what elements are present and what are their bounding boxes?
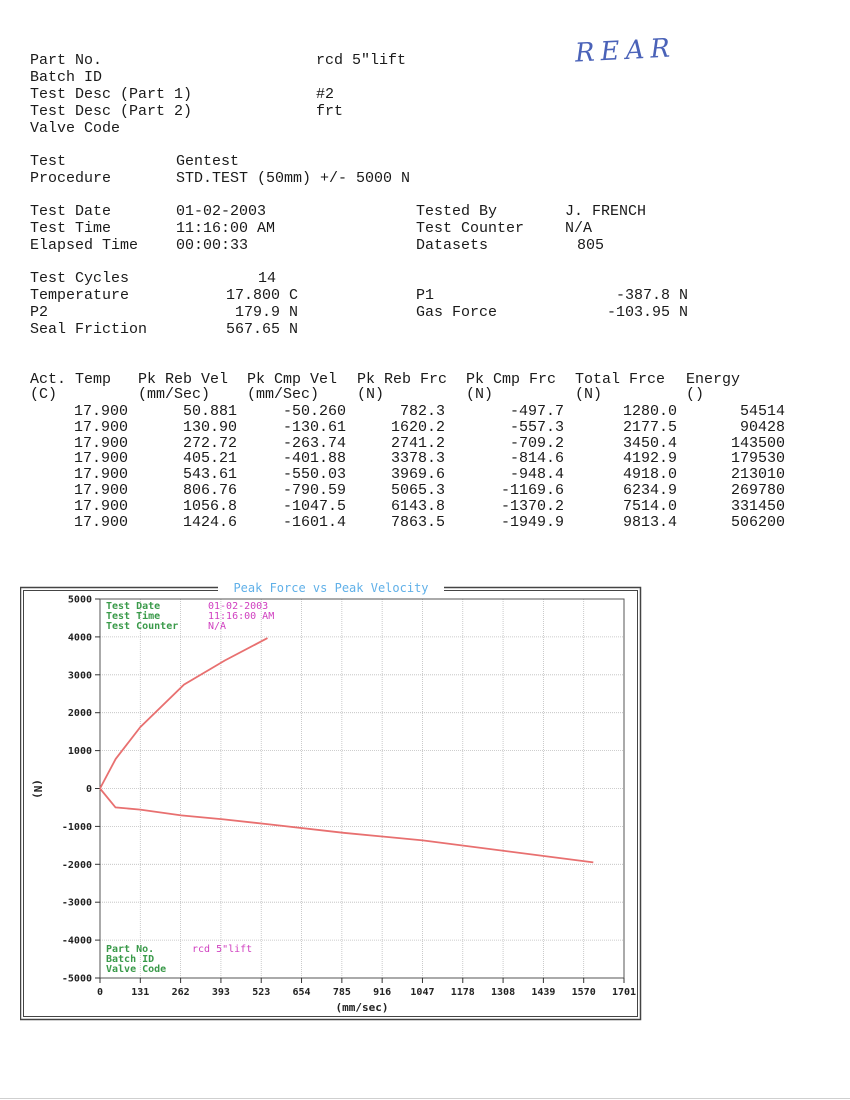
table-cell: 17.900 [73, 434, 128, 452]
seal-friction-label: Seal Friction [30, 321, 148, 338]
y-tick-label: 0 [85, 784, 92, 795]
y-tick-label: 3000 [67, 670, 92, 682]
table-cell: 179530 [730, 450, 785, 468]
table-cell: -401.88 [282, 450, 346, 468]
table-cell: -557.3 [509, 418, 564, 436]
test-counter-label: Test Counter [416, 220, 525, 237]
procedure-label: Procedure [30, 170, 112, 187]
header-act-temp-unit: (C) [30, 386, 58, 403]
table-cell: 543.61 [182, 466, 237, 484]
table-cell: -1370.2 [500, 497, 564, 515]
table-cell: 1424.6 [182, 513, 237, 531]
anno-date-label: Test Date [106, 601, 161, 612]
p1-label: P1 [416, 287, 435, 304]
table-cell: 143500 [730, 434, 785, 452]
table-cell: 90428 [739, 418, 785, 436]
header-pk-reb-vel-unit: (mm/Sec) [138, 386, 211, 403]
anno-time-value: 11:16:00 AM [208, 611, 275, 622]
test-cycles-label: Test Cycles [30, 270, 130, 287]
header-pk-reb-frc: Pk Reb Frc [357, 371, 448, 388]
y-tick-label: 5000 [67, 594, 92, 606]
table-cell: -709.2 [509, 434, 564, 452]
table-cell: -497.7 [509, 403, 564, 420]
y-tick-label: -4000 [61, 935, 92, 947]
table-cell: 806.76 [182, 482, 237, 499]
anno-time-label: Test Time [106, 611, 161, 622]
table-cell: 130.90 [182, 418, 237, 436]
header-energy: Energy [686, 371, 741, 388]
elapsed-time-value: 00:00:33 [176, 237, 249, 254]
y-tick-label: -5000 [61, 973, 92, 985]
header-pk-reb-frc-unit: (N) [357, 386, 385, 403]
x-tick-label: 916 [373, 987, 392, 998]
x-tick-label: 1701 [611, 987, 637, 998]
elapsed-time-label: Elapsed Time [30, 237, 139, 254]
anno-date-value: 01-02-2003 [208, 601, 269, 612]
header-energy-unit: () [686, 386, 705, 403]
y-tick-label: -2000 [61, 859, 92, 871]
chart-title: Peak Force vs Peak Velocity [233, 581, 429, 595]
x-tick-label: 1570 [571, 987, 596, 998]
datasets-label: Datasets [416, 237, 489, 254]
y-tick-label: 1000 [67, 746, 92, 758]
test-value: Gentest [176, 153, 240, 170]
table-cell: 7514.0 [622, 497, 677, 515]
table-cell: 17.900 [73, 450, 128, 468]
table-cell: 1056.8 [182, 497, 237, 515]
x-tick-label: 1308 [491, 987, 516, 998]
header-pk-cmp-frc-unit: (N) [466, 386, 494, 403]
table-cell: 17.900 [73, 497, 128, 515]
table-cell: -550.03 [282, 466, 346, 484]
header-total-frce: Total Frce [575, 371, 666, 388]
test-date-label: Test Date [30, 203, 112, 220]
x-tick-label: 785 [332, 987, 351, 998]
table-cell: -1047.5 [282, 497, 346, 515]
valve-code-label: Valve Code [30, 120, 121, 137]
header-pk-reb-vel: Pk Reb Vel [138, 371, 229, 388]
header-pk-cmp-frc: Pk Cmp Frc [466, 371, 557, 388]
test-desc1-label: Test Desc (Part 1) [30, 86, 193, 103]
table-cell: 272.72 [182, 434, 237, 452]
test-time-label: Test Time [30, 220, 112, 237]
table-cell: 54514 [739, 403, 785, 420]
table-cell: 17.900 [73, 403, 128, 420]
table-cell: 331450 [730, 497, 785, 515]
header-act-temp: Act. Temp [30, 371, 112, 388]
x-tick-label: 393 [211, 987, 230, 998]
table-cell: 3969.6 [390, 466, 445, 484]
table-cell: -1169.6 [500, 482, 564, 499]
table-cell: -1949.9 [500, 513, 564, 531]
test-time-value: 11:16:00 AM [176, 220, 276, 237]
page-bottom-edge [0, 1098, 850, 1099]
table-cell: 17.900 [73, 513, 128, 531]
x-tick-label: 1178 [450, 987, 475, 998]
x-tick-label: 1047 [410, 987, 435, 998]
anno-part-value: rcd 5"lift [192, 944, 253, 955]
anno-valve-label: Valve Code [106, 964, 167, 975]
temperature-value: 17.800 C [225, 287, 298, 304]
x-tick-label: 131 [131, 987, 150, 998]
table-cell: 1620.2 [390, 418, 445, 436]
handwritten-note: REAR [574, 33, 677, 69]
anno-part-label: Part No. [106, 944, 155, 955]
test-desc2-label: Test Desc (Part 2) [30, 103, 193, 120]
x-tick-label: 654 [292, 987, 311, 998]
tested-by-value: J. FRENCH [565, 203, 647, 220]
x-axis-label: (mm/sec) [335, 1001, 389, 1014]
test-cycles-value: 14 [258, 270, 277, 287]
datasets-value: 805 [577, 237, 605, 254]
table-cell: 4918.0 [622, 466, 677, 484]
temperature-label: Temperature [30, 287, 130, 304]
test-desc2-value: frt [316, 103, 344, 120]
table-cell: 213010 [730, 466, 785, 484]
gas-force-label: Gas Force [416, 304, 498, 321]
table-cell: 3450.4 [622, 434, 677, 452]
table-cell: 506200 [730, 513, 785, 531]
peak-force-chart [20, 581, 642, 1021]
procedure-value: STD.TEST (50mm) +/- 5000 N [176, 170, 411, 187]
table-cell: 7863.5 [390, 513, 445, 531]
header-total-frce-unit: (N) [575, 386, 603, 403]
test-label: Test [30, 153, 67, 170]
anno-batch-label: Batch ID [106, 954, 155, 965]
table-cell: 4192.9 [622, 450, 677, 468]
table-cell: 17.900 [73, 418, 128, 436]
table-cell: 3378.3 [390, 450, 445, 468]
y-tick-label: -3000 [61, 897, 92, 909]
table-cell: 2177.5 [622, 418, 677, 436]
table-cell: 5065.3 [390, 482, 445, 499]
anno-counter-label: Test Counter [106, 621, 179, 632]
table-cell: -814.6 [509, 450, 564, 468]
table-cell: 269780 [730, 482, 785, 499]
table-cell: 6143.8 [390, 497, 445, 515]
header-pk-cmp-vel: Pk Cmp Vel [247, 371, 338, 388]
tested-by-label: Tested By [416, 203, 498, 220]
table-cell: 2741.2 [390, 434, 445, 452]
table-cell: 50.881 [182, 403, 237, 420]
table-cell: 405.21 [182, 450, 237, 468]
y-axis-label: (N) [31, 779, 44, 799]
x-tick-label: 0 [96, 987, 104, 998]
part-no-value: rcd 5"lift [316, 52, 407, 69]
table-cell: -790.59 [282, 482, 346, 499]
batch-id-label: Batch ID [30, 69, 103, 86]
table-cell: 782.3 [399, 403, 445, 420]
table-cell: 17.900 [73, 466, 128, 484]
table-cell: -263.74 [282, 434, 346, 452]
x-tick-label: 523 [252, 987, 271, 998]
test-counter-value: N/A [565, 220, 593, 237]
x-tick-label: 262 [171, 987, 190, 998]
table-cell: 1280.0 [622, 403, 677, 420]
table-cell: -50.260 [282, 403, 346, 420]
p2-label: P2 [30, 304, 49, 321]
x-tick-label: 1439 [531, 987, 556, 998]
table-cell: 6234.9 [622, 482, 677, 499]
anno-counter-value: N/A [208, 621, 227, 632]
table-cell: 9813.4 [622, 513, 677, 531]
seal-friction-value: 567.65 N [225, 321, 298, 338]
header-pk-cmp-vel-unit: (mm/Sec) [247, 386, 320, 403]
y-tick-label: -1000 [61, 821, 92, 833]
table-cell: -130.61 [282, 418, 346, 436]
table-cell: -948.4 [509, 466, 564, 484]
gas-force-value: -103.95 N [606, 304, 688, 321]
y-tick-label: 4000 [67, 632, 92, 644]
p2-value: 179.9 N [234, 304, 298, 321]
p1-value: -387.8 N [615, 287, 688, 304]
y-tick-label: 2000 [67, 708, 92, 720]
part-no-label: Part No. [30, 52, 103, 69]
table-cell: -1601.4 [282, 513, 346, 531]
test-date-value: 01-02-2003 [176, 203, 267, 220]
test-desc1-value: #2 [316, 86, 335, 103]
table-cell: 17.900 [73, 482, 128, 499]
